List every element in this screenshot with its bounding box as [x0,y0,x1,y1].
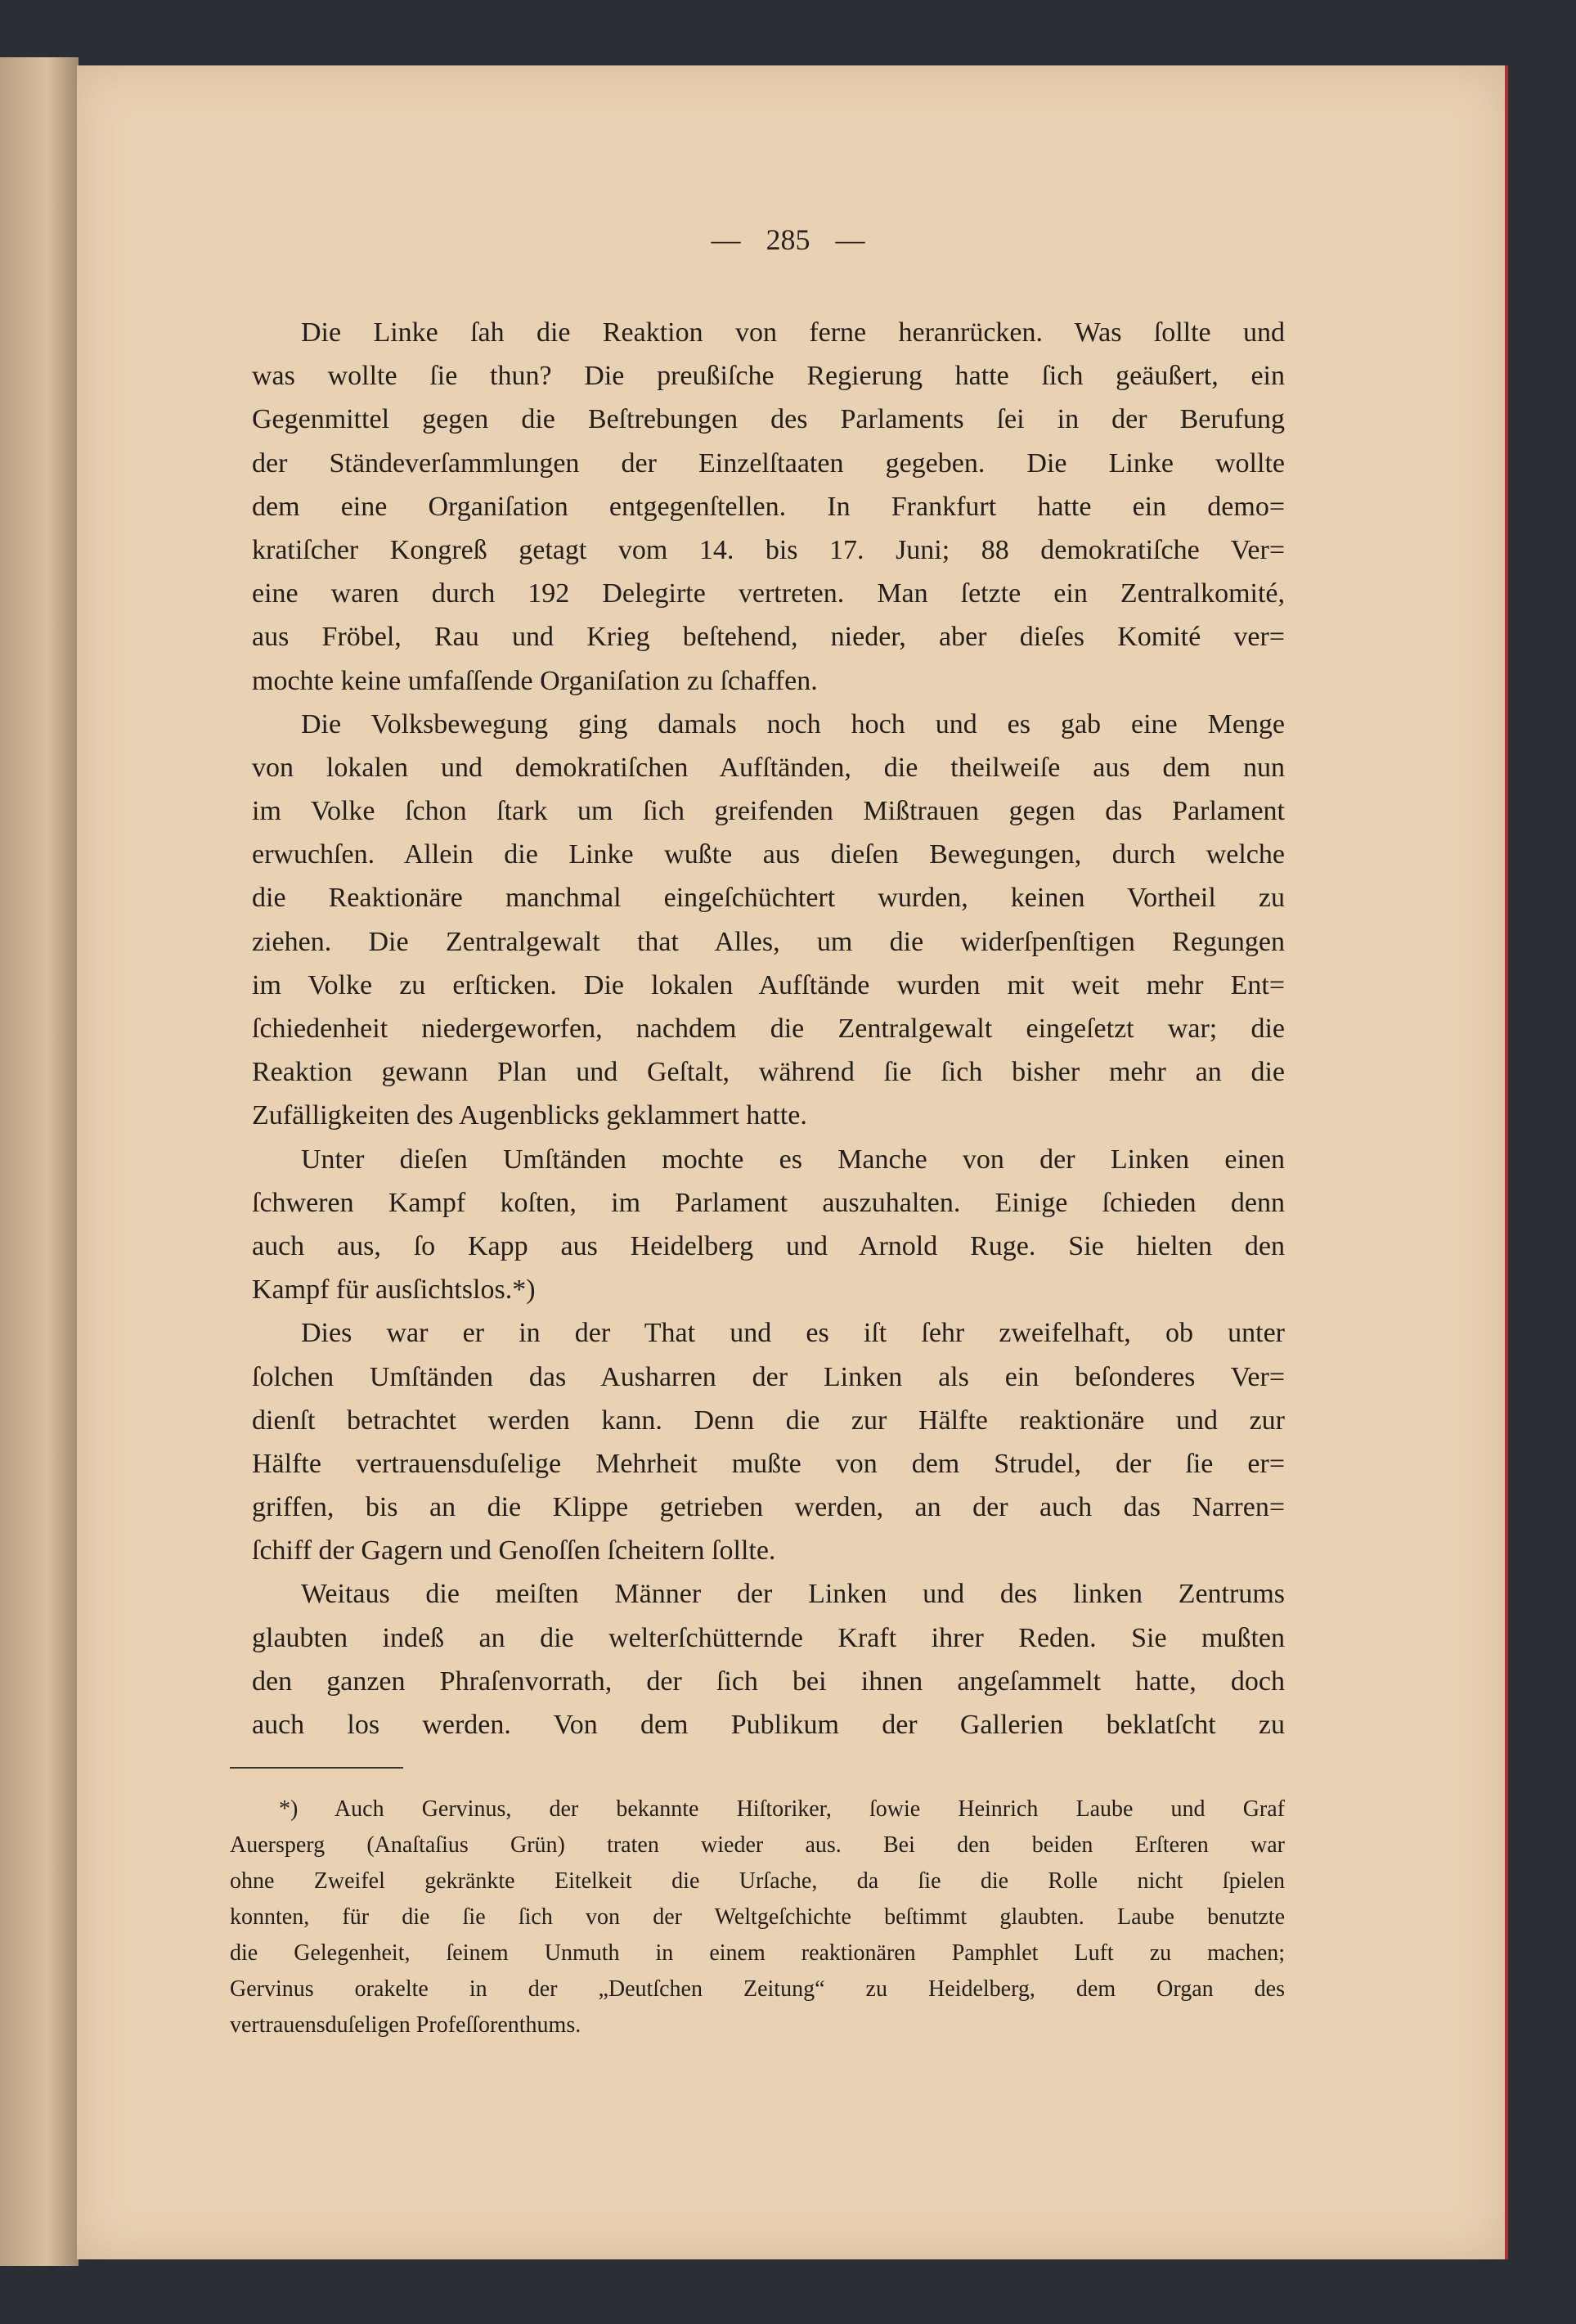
footnote-line: Auersperg (Anaſtaſius Grün) traten wieder aus. Bei den beiden Erſteren war [230,1832,1285,1858]
text-line: die Reaktionäre manchmal eingeſchüchtert wurden, keinen Vortheil zu [252,883,1285,914]
footnote-line: *) Auch Gervinus, der bekannte Hiſtoriker, ſowie Heinrich Laube und Graf [279,1796,1285,1822]
text-line: Unter dieſen Umſtänden mochte es Manche von der Linken einen [301,1144,1285,1175]
footnote-separator [230,1767,403,1769]
text-line: aus Fröbel, Rau und Krieg beſtehend, nieder, aber dieſes Komité ver= [252,622,1285,653]
text-line: kratiſcher Kongreß getagt vom 14. bis 17. Juni; 88 demokratiſche Ver= [252,534,1285,565]
text-line: was wollte ſie thun? Die preußiſche Regierung hatte ſich geäußert, ein [252,361,1285,392]
footnote-line: Gervinus orakelte in der „Deutſchen Zeitung“ zu Heidelberg, dem Organ des [230,1976,1285,2002]
text-line: Die Volksbewegung ging damals noch hoch und es gab eine Menge [301,708,1285,739]
text-line: Dies war er in der That und es iſt ſehr zweifelhaft, ob unter [301,1318,1285,1349]
text-line: den ganzen Phraſenvorrath, der ſich bei ihnen angeſammelt hatte, doch [252,1665,1285,1697]
text-line: dienſt betrachtet werden kann. Denn die zur Hälfte reaktionäre und zur [252,1405,1285,1436]
page-number: — 285 — [711,223,865,256]
footnote-line: vertrauensduſeligen Profeſſorenthums. [230,2012,581,2038]
body-text [252,311,1285,1746]
text-line: Hälfte vertrauensduſelige Mehrheit mußte von dem Strudel, der ſie er= [252,1448,1285,1479]
text-line: ſchiedenheit niedergeworfen, nachdem die Zentralgewalt eingeſetzt war; die [252,1014,1285,1044]
text-line: auch aus, ſo Kapp aus Heidelberg und Arnold Ruge. Sie hielten den [252,1230,1285,1261]
footnote-line: konnten, für die ſie ſich von der Weltgeſchichte beſtimmt glaubten. Laube benutzte [230,1904,1285,1930]
text-line: Reaktion gewann Plan und Geſtalt, während ſie ſich bisher mehr an die [252,1057,1285,1088]
text-line: mochte keine umfaſſende Organiſation zu ſchaffen. [252,665,818,696]
text-line: von lokalen und demokratiſchen Aufſtänden, die theilweiſe aus dem nun [252,752,1285,783]
footnote-line: ohne Zweifel gekränkte Eitelkeit die Urſache, da ſie die Rolle nicht ſpielen [230,1868,1285,1894]
text-line: dem eine Organiſation entgegenſtellen. In Frankfurt hatte ein demo= [252,491,1285,522]
text-line: Die Linke ſah die Reaktion von ferne heranrücken. Was ſollte und [301,317,1285,348]
text-line: Weitaus die meiſten Männer der Linken und des linken Zentrums [301,1579,1285,1610]
text-line: erwuchſen. Allein die Linke wußte aus dieſen Bewegungen, durch welche [252,839,1285,870]
text-line: Gegenmittel gegen die Beſtrebungen des Parlaments ſei in der Berufung [252,404,1285,435]
text-line: ſolchen Umſtänden das Ausharren der Linken als ein beſonderes Ver= [252,1361,1285,1392]
text-line: auch los werden. Von dem Publikum der Gallerien beklatſcht zu [252,1710,1285,1740]
text-line: ſchiff der Gagern und Genoſſen ſcheitern ſollte. [252,1535,776,1567]
text-line: der Ständeverſammlungen der Einzelſtaaten gegeben. Die Linke wollte [252,447,1285,479]
text-line: griffen, bis an die Klippe getrieben werden, an der auch das Narren= [252,1492,1285,1523]
text-line: im Volke zu erſticken. Die lokalen Aufſtände wurden mit weit mehr Ent= [252,969,1285,1000]
text-line: Kampf für ausſichtslos.*) [252,1274,536,1306]
text-line: ſchweren Kampf koſten, im Parlament auszuhalten. Einige ſchieden denn [252,1187,1285,1218]
footnote [230,1791,1285,2043]
footnote-line: die Gelegenheit, ſeinem Unmuth in einem reaktionären Pamphlet Luft zu machen; [230,1940,1285,1966]
text-line: glaubten indeß an die welterſchütternde Kraft ihrer Reden. Sie mußten [252,1622,1285,1653]
text-line: ziehen. Die Zentralgewalt that Alles, um die widerſpenſtigen Regungen [252,926,1285,957]
previous-page-edge [0,57,79,2266]
text-line: im Volke ſchon ſtark um ſich greifenden Mißtrauen gegen das Parlament [252,796,1285,827]
text-line: eine waren durch 192 Delegirte vertreten. Man ſetzte ein Zentralkomité, [252,578,1285,609]
text-line: Zufälligkeiten des Augenblicks geklammert hatte. [252,1100,807,1131]
